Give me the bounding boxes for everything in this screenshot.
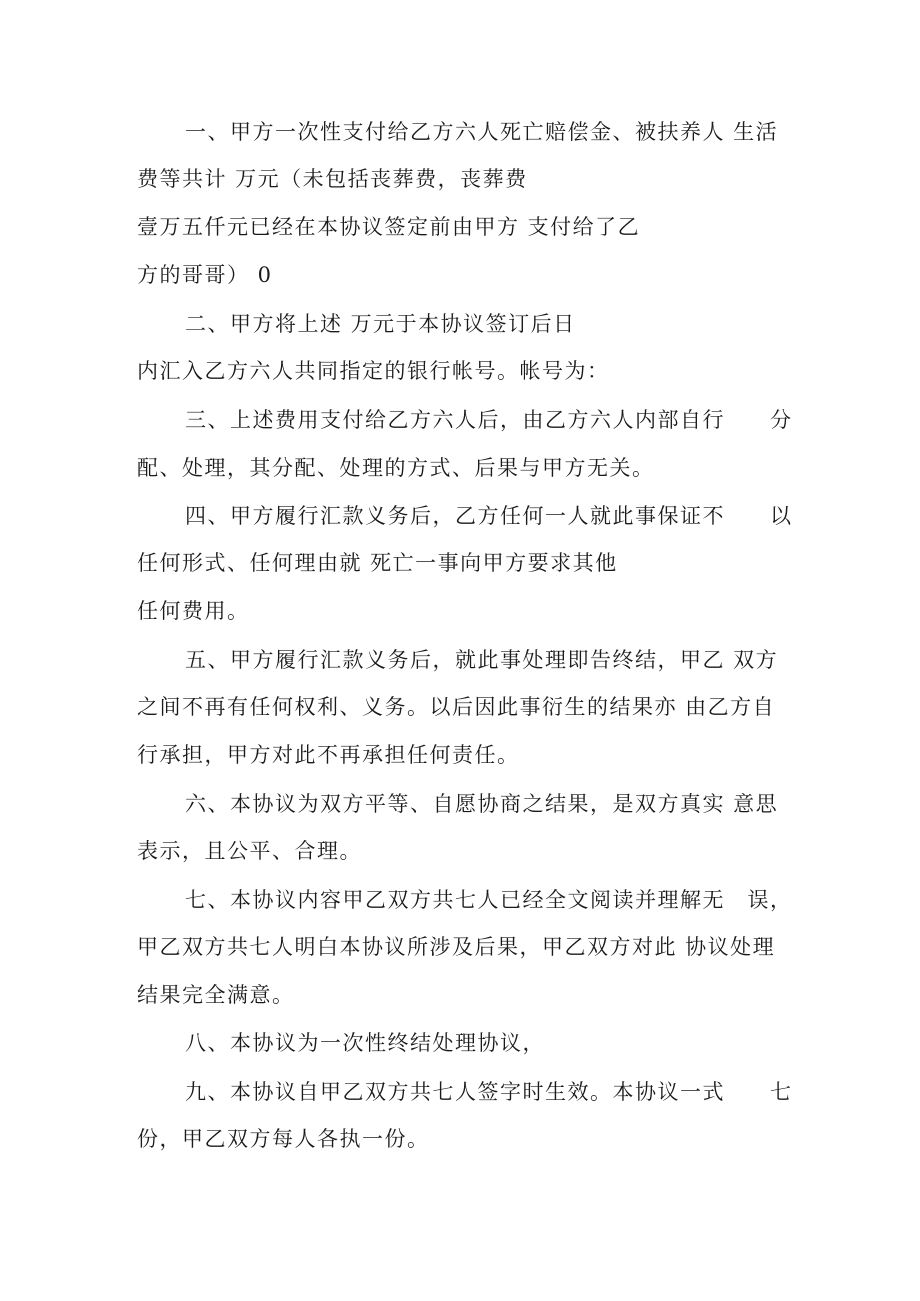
text-line: 结果完全满意。 [137,983,295,1007]
text-line: 一、甲方一次性支付给乙方六人死亡赔偿金、被扶养人 生活 [185,120,779,144]
text-line: 份，甲乙双方每人各执一份。 [137,1127,430,1151]
text-line: 费等共计 万元（未包括丧葬费，丧葬费 [137,167,528,191]
text-line: 二、甲方将上述 万元于本协议签订后日 [185,312,576,336]
text-line: 之间不再有任何权利、义务。以后因此事衍生的结果亦 由乙方自 [137,695,776,719]
text-line: 方的哥哥） 0 [137,263,273,287]
text-line: 八、本协议为一次性终结处理协议， [185,1031,545,1055]
text-line: 三、上述费用支付给乙方六人后，由乙方六人内部自行 分 [185,408,793,432]
text-line: 甲乙双方共七人明白本协议所涉及后果，甲乙双方对此 协议处理 [137,935,776,959]
text-line: 四、甲方履行汇款义务后，乙方任何一人就此事保证不 以 [185,504,793,528]
text-line: 九、本协议自甲乙双方共七人签字时生效。本协议一式 七 [185,1080,793,1104]
text-line: 表示，且公平、合理。 [137,839,362,863]
text-line: 任何形式、任何理由就 死亡一事向甲方要求其他 [137,551,618,575]
text-line: 行承担，甲方对此不再承担任何责任。 [137,743,520,767]
text-line: 任何费用。 [137,599,250,623]
text-line: 七、本协议内容甲乙双方共七人已经全文阅读并理解无 误， [185,888,793,912]
text-line: 壹万五仟元已经在本协议签定前由甲方 支付给了乙 [137,215,641,239]
text-line: 内汇入乙方六人共同指定的银行帐号。帐号为： [137,359,610,383]
text-line: 六、本协议为双方平等、自愿协商之结果，是双方真实 意思 [185,792,779,816]
text-line: 配、处理，其分配、处理的方式、后果与甲方无关。 [137,456,655,480]
text-line: 五、甲方履行汇款义务后，就此事处理即告终结，甲乙 双方 [185,648,779,672]
